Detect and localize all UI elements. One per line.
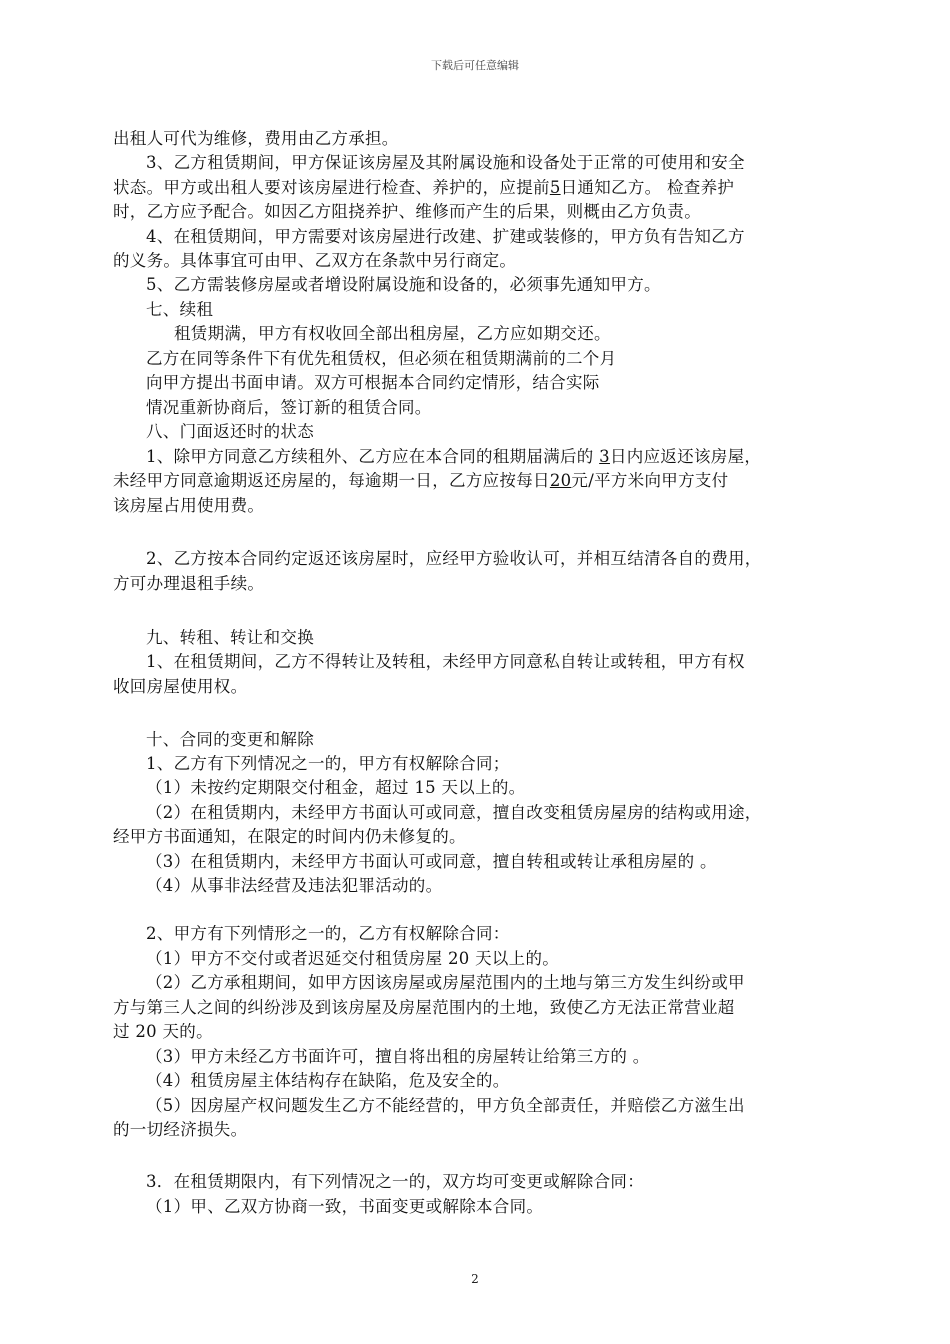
paragraph-line: （4）租赁房屋主体结构存在缺陷，危及安全的。 bbox=[146, 1071, 510, 1090]
paragraph-line: 乙方在同等条件下有优先租赁权，但必须在租赁期满前的二个月 bbox=[146, 349, 617, 368]
section-heading: 八、门面返还时的状态 bbox=[146, 422, 314, 441]
paragraph-line: （1）甲、乙双方协商一致，书面变更或解除本合同。 bbox=[146, 1197, 544, 1216]
paragraph-line: 1、在租赁期间，乙方不得转让及转租，未经甲方同意私自转让或转租，甲方有权 bbox=[146, 652, 745, 671]
paragraph-line: 收回房屋使用权。 bbox=[113, 677, 248, 696]
paragraph-line: 向甲方提出书面申请。双方可根据本合同约定情形，结合实际 bbox=[146, 373, 600, 392]
paragraph-line: 状态。甲方或出租人要对该房屋进行检查、养护的，应提前5日通知乙方。 检查养护 bbox=[113, 178, 735, 197]
paragraph-line: （1）甲方不交付或者迟延交付租赁房屋 20 天以上的。 bbox=[146, 949, 560, 968]
paragraph-line: 该房屋占用使用费。 bbox=[113, 496, 265, 515]
paragraph-line: 租赁期满，甲方有权收回全部出租房屋，乙方应如期交还。 bbox=[174, 324, 611, 343]
section-heading: 十、合同的变更和解除 bbox=[146, 730, 314, 749]
page-number: 2 bbox=[471, 1272, 479, 1286]
paragraph-line: 未经甲方同意逾期返还房屋的，每逾期一日，乙方应按每日20元/平方米向甲方支付 bbox=[113, 471, 729, 490]
paragraph-line: 过 20 天的。 bbox=[113, 1022, 213, 1041]
paragraph-line: 情况重新协商后，签订新的租赁合同。 bbox=[146, 398, 432, 417]
section-heading: 九、转租、转让和交换 bbox=[146, 628, 314, 647]
paragraph-line: （1）未按约定期限交付租金，超过 15 天以上的。 bbox=[146, 778, 526, 797]
paragraph-line: 时，乙方应予配合。如因乙方阻挠养护、维修而产生的后果，则概由乙方负责。 bbox=[113, 202, 701, 221]
paragraph-line: 2、甲方有下列情形之一的，乙方有权解除合同： bbox=[146, 924, 510, 943]
paragraph-line: 经甲方书面通知，在限定的时间内仍未修复的。 bbox=[113, 827, 466, 846]
paragraph-line: 2、乙方按本合同约定返还该房屋时，应经甲方验收认可，并相互结清各自的费用， bbox=[146, 549, 762, 568]
paragraph-line: 5、乙方需装修房屋或者增设附属设施和设备的，必须事先通知甲方。 bbox=[146, 275, 661, 294]
paragraph-line: （2）乙方承租期间，如甲方因该房屋或房屋范围内的土地与第三方发生纠纷或甲 bbox=[146, 973, 745, 992]
paragraph-line: （4）从事非法经营及违法犯罪活动的。 bbox=[146, 876, 443, 895]
paragraph-line: 方可办理退租手续。 bbox=[113, 574, 265, 593]
paragraph-line: 1、除甲方同意乙方续租外、乙方应在本合同的租期届满后的 3日内应返还该房屋， bbox=[146, 447, 762, 466]
paragraph-line: 出租人可代为维修，费用由乙方承担。 bbox=[113, 129, 399, 148]
paragraph-line: （5）因房屋产权问题发生乙方不能经营的，甲方负全部责任，并赔偿乙方滋生出 bbox=[146, 1096, 745, 1115]
paragraph-line: 的一切经济损失。 bbox=[113, 1120, 248, 1139]
section-heading: 七、续租 bbox=[146, 300, 214, 319]
paragraph-line: 4、在租赁期间，甲方需要对该房屋进行改建、扩建或装修的，甲方负有告知乙方 bbox=[146, 227, 745, 246]
paragraph-line: （2）在租赁期内，未经甲方书面认可或同意，擅自改变租赁房屋房的结构或用途， bbox=[146, 803, 762, 822]
paragraph-line: 3、乙方租赁期间，甲方保证该房屋及其附属设施和设备处于正常的可使用和安全 bbox=[146, 153, 745, 172]
paragraph-line: （3）甲方未经乙方书面许可，擅自将出租的房屋转让给第三方的 。 bbox=[146, 1047, 650, 1066]
page-header: 下载后可任意编辑 bbox=[431, 59, 519, 72]
paragraph-line: 的义务。具体事宜可由甲、乙双方在条款中另行商定。 bbox=[113, 251, 517, 270]
paragraph-line: （3）在租赁期内，未经甲方书面认可或同意，擅自转租或转让承租房屋的 。 bbox=[146, 852, 717, 871]
paragraph-line: 方与第三人之间的纠纷涉及到该房屋及房屋范围内的土地，致使乙方无法正常营业超 bbox=[113, 998, 735, 1017]
paragraph-line: 1、乙方有下列情况之一的，甲方有权解除合同； bbox=[146, 754, 510, 773]
paragraph-line: 3．在租赁期限内，有下列情况之一的，双方均可变更或解除合同： bbox=[146, 1172, 644, 1191]
